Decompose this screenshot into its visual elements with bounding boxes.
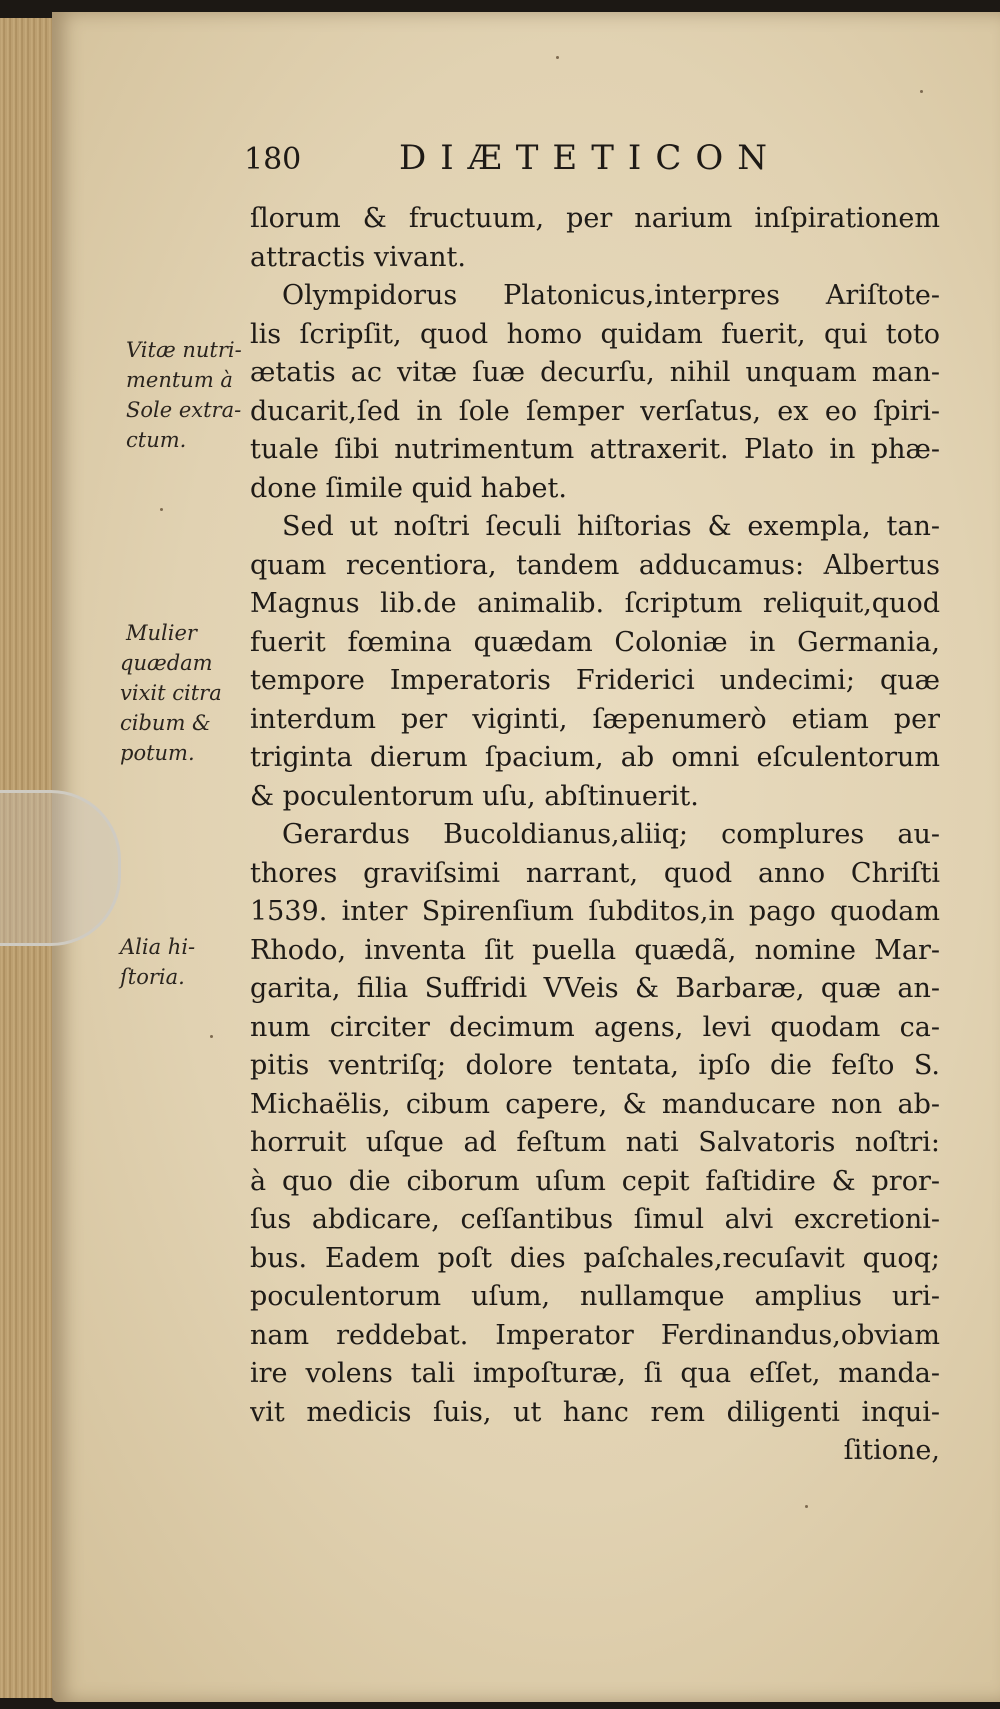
marginal-note-line: Vitæ nutri- [126,338,242,362]
paper-speck [210,1035,213,1038]
text-line: ſlorum & fructuum, per narium inſpirationem [250,203,940,234]
text-line: Sed ut noſtri ſeculi hiſtorias & exempla, tan- [282,511,940,542]
text-line: lis ſcripſit, quod homo quidam fuerit, qui toto [250,318,940,350]
paper-speck [556,56,559,59]
text-line: Michaëlis, cibum capere, & manducare non ab- [250,1088,940,1120]
marginal-note [126,335,242,455]
text-line: poculentorum uſum, nullamque amplius uri- [250,1281,940,1312]
page-number: 180 [244,142,302,177]
marginal-note-line: ſtoria. [120,965,185,989]
marginal-note-line: mentum à [126,368,233,392]
running-head: DIÆTETICON [399,138,781,178]
text-line: garita, filia Suffridi VVeis & Barbaræ, quæ an- [250,973,940,1004]
text-line: Olympidorus Platonicus,interpres Ariſtote- [282,280,940,311]
paper-speck [805,1505,808,1508]
text-line: fuerit fœmina quædam Coloniæ in Germania, [250,626,940,658]
text-line: num circiter decimum agens, levi quodam ca- [250,1011,940,1043]
text-line: pitis ventriſq; dolore tentata, ipſo die feſto S. [250,1050,940,1081]
text-line: 1539. inter Spirenſium ſubditos,in pago quodam [250,896,940,927]
paper-speck [920,90,923,93]
text-line: vit medicis ſuis, ut hanc rem diligenti inqui- [250,1396,940,1428]
text-line: à quo die ciborum uſum cepit faſtidire & pror- [250,1165,940,1197]
marginal-note-line: ctum. [126,428,187,452]
text-line: tempore Imperatoris Friderici undecimi; quæ [250,665,940,696]
body-text [250,200,940,1471]
text-line: ducarit,ſed in ſole ſemper verſatus, ex eo ſpiri- [250,395,940,427]
text-line: Magnus lib.de animalib. ſcriptum reliquit,quod [250,588,940,619]
text-line: bus. Eadem poſt dies paſchales,recuſavit quoq; [250,1242,940,1274]
bookmark-ribbon [0,790,121,946]
text-line: ſus abdicare, ceſſantibus ſimul alvi excretioni- [250,1204,940,1235]
paper-speck [160,508,163,511]
marginal-note [120,618,222,768]
marginal-note-line: potum. [120,741,195,765]
marginal-note-line: Sole extra- [126,398,242,422]
text-line: nam reddebat. Imperator Ferdinandus,obviam [250,1319,940,1351]
page-header [244,138,804,182]
text-line: triginta dierum ſpacium, ab omni eſculentorum [250,742,940,773]
marginal-note-line: Mulier [126,621,197,645]
text-line: thores graviſsimi narrant, quod anno Chriſti [250,857,940,889]
text-line: Rhodo, inventa ſit puella quædã, nomine Mar- [250,934,940,966]
marginal-note [120,932,195,992]
text-line: attractis vivant. [250,241,466,273]
marginal-note-line: quædam [120,651,213,675]
text-line: quam recentiora, tandem adducamus: Albertus [250,549,940,581]
text-line: ſitione, [843,1435,940,1466]
marginal-note-line: Alia hi- [120,935,196,959]
text-line: Gerardus Bucoldianus,aliiq; complures au- [282,819,940,850]
marginal-note-line: vixit citra [120,681,222,705]
text-line: done ſimile quid habet. [250,472,567,504]
marginal-note-line: cibum & [120,711,211,735]
text-line: interdum per viginti, ſæpenumerò etiam per [250,703,940,735]
text-line: ire volens tali impoſturæ, ſi qua eſſet, manda- [250,1358,940,1389]
text-line: & poculentorum uſu, abſtinuerit. [250,780,699,812]
text-line: horruit uſque ad feſtum nati Salvatoris noſtri: [250,1127,940,1158]
text-line: ætatis ac vitæ ſuæ decurſu, nihil unquam man- [250,357,940,388]
text-line: tuale ſibi nutrimentum attraxerit. Plato in phæ- [250,434,940,465]
